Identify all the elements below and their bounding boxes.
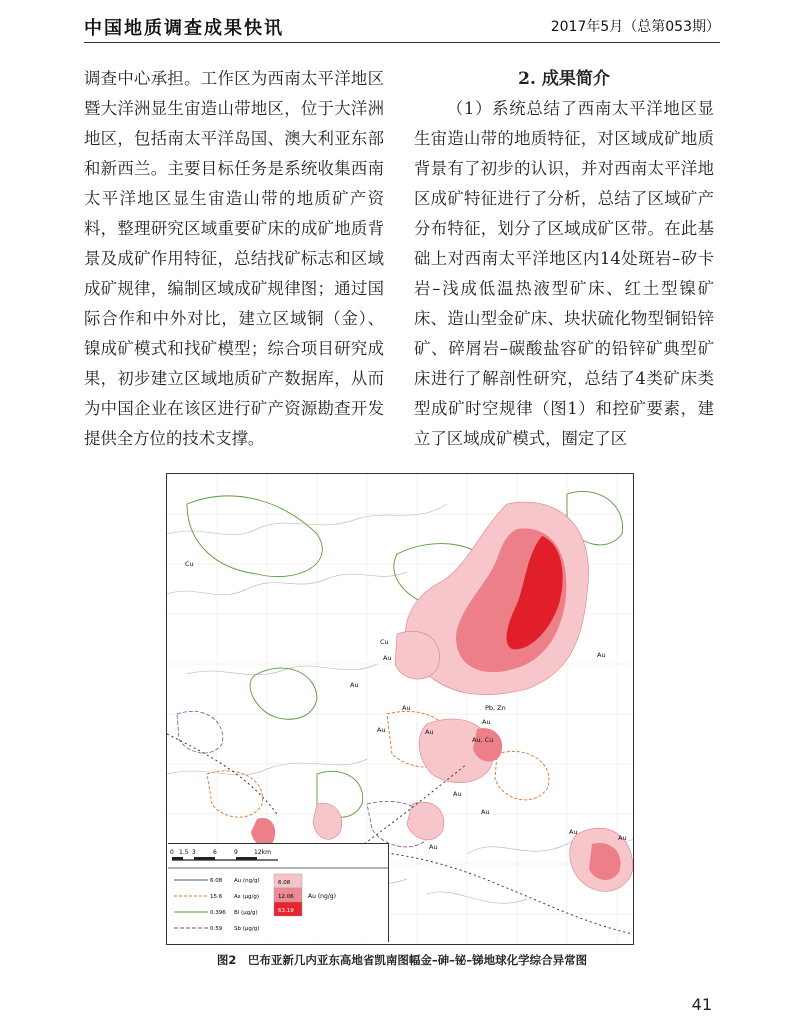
- map-label: Au: [569, 828, 578, 836]
- figure-caption: 图2 巴布亚新几内亚东高地省凯南图幅金–砷–铋–锑地球化学综合异常图: [216, 953, 588, 967]
- legend-as-label: As (μg/g): [234, 894, 260, 900]
- scale-bar: [170, 849, 278, 860]
- map-label: Au: [429, 843, 438, 851]
- legend-au-value: 6.08: [210, 878, 223, 884]
- fill-label: Au (ng/g): [308, 893, 336, 900]
- page-number: 41: [691, 995, 712, 1014]
- left-paragraph: 调查中心承担。工作区为西南太平洋地区暨大洋洲显生宙造山带地区，位于大洋洲地区，包括南太平洋岛国、澳大利亚东部和新西兰。主要目标任务是系统收集西南太平洋地区显生宙造山带的地质矿产资料，整理研究区域重要矿床的成矿地质背景及成矿作用特征，总结找矿标志和区域成矿规律，编制区域成矿规律图；通过国际合作和中外对比，建立区域铜（金）、镍成矿模式和找矿模型；综合项目研究成果，初步建立区域地质矿产数据库，从而为中国企业在该区进行矿产资源勘查开发提供全方位的技术支撑。: [84, 69, 384, 448]
- map-label: Au: [425, 728, 434, 736]
- map-label: Au: [377, 726, 386, 734]
- map-label: Cu: [185, 560, 194, 568]
- map-label: Au: [383, 654, 392, 662]
- map-legend: [168, 843, 389, 942]
- map-label: Au: [597, 651, 606, 659]
- map-label: Au: [618, 834, 627, 842]
- section-title: 2. 成果简介: [518, 69, 610, 89]
- issue-info: 2017年5月（总第053期）: [550, 19, 720, 35]
- scale-tick: 0: [170, 849, 174, 856]
- fill-value: 12.06: [278, 894, 294, 900]
- scale-tick: 9: [234, 849, 238, 856]
- map-label: Cu: [380, 638, 389, 646]
- scale-tick: 3: [192, 849, 196, 856]
- legend-graphic: [168, 844, 388, 942]
- journal-title: 中国地质调查成果快讯: [84, 18, 284, 39]
- sb-contours: [177, 711, 429, 847]
- legend-sb-label: Sb (μg/g): [234, 926, 260, 932]
- left-column: [84, 64, 384, 454]
- scale-tick: 12km: [254, 849, 271, 856]
- fill-value: 6.08: [278, 880, 291, 886]
- map-label: Au, Cu: [472, 736, 494, 744]
- fill-value: 63.19: [278, 908, 294, 914]
- page-header: [84, 12, 720, 43]
- map-label: Au: [350, 681, 359, 689]
- map-label: Au: [402, 704, 411, 712]
- map-label: Au: [482, 718, 491, 726]
- scale-tick: 6: [213, 849, 217, 856]
- legend-au-label: Au (ng/g): [234, 878, 260, 884]
- right-column: [414, 64, 714, 454]
- legend-sb-value: 0.59: [210, 926, 223, 932]
- map-label: Au: [453, 790, 462, 798]
- legend-line-entries: [174, 878, 260, 932]
- legend-as-value: 15.6: [210, 894, 223, 900]
- geochemical-anomaly-map: [166, 473, 634, 945]
- legend-fill-entries: [274, 874, 336, 916]
- map-label: Au: [481, 808, 490, 816]
- legend-bi-label: Bi (μg/g): [234, 910, 258, 916]
- right-paragraph: （1）系统总结了西南太平洋地区显生宙造山带的地质特征，对区域成矿地质背景有了初步的认识，并对西南太平洋地区成矿特征进行了分析，总结了区域矿产分布特征，划分了区域成矿区带。在此基础上对西南太平洋地区内14处斑岩–矽卡岩–浅成低温热液型矿床、红土型镍矿床、造山型金矿床、块状硫化物型铜铅锌矿、碎屑岩–碳酸盐容矿的铅锌矿典型矿床进行了解剖性研究，总结了4类矿床类型成矿时空规律（图1）和控矿要素，建立了区域成矿模式，圈定了区: [414, 99, 714, 448]
- scale-tick: 1.5: [179, 849, 189, 856]
- map-label: Pb, Zn: [485, 704, 506, 712]
- legend-bi-value: 0.396: [210, 910, 226, 916]
